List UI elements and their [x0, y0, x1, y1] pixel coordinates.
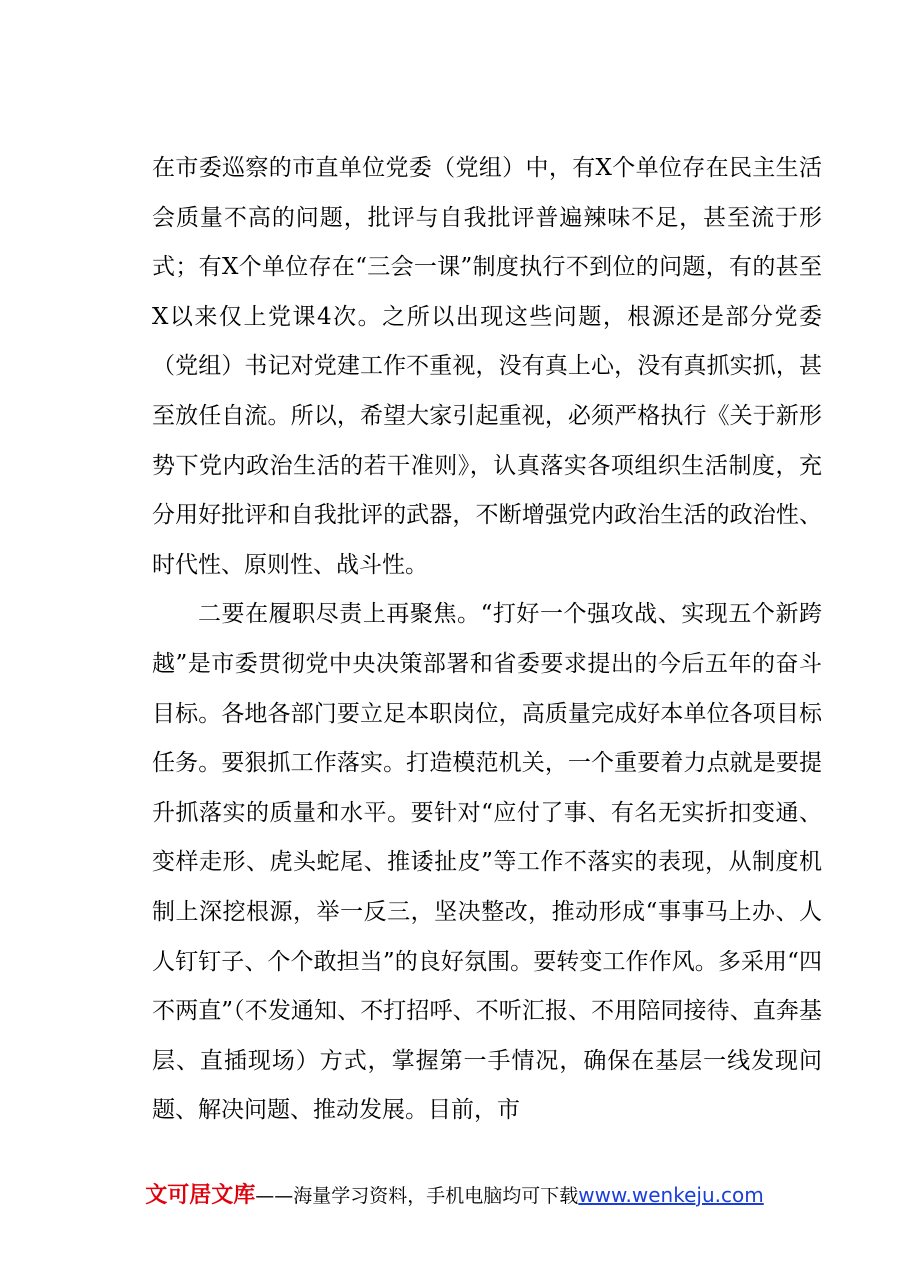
footer-brand: 文可居文库: [145, 1183, 256, 1208]
footer-tagline: ——海量学习资料，手机电脑均可下载: [255, 1185, 579, 1207]
footer-site-link[interactable]: www.wenkeju.com: [578, 1183, 764, 1207]
document-body: [152, 144, 822, 1136]
footer-banner: [0, 1182, 909, 1209]
paragraph-2: 二要在履职尽责上再聚焦。“打好一个强攻战、实现五个新跨越”是市委贯彻党中央决策部署和省委要求提出的今后五年的奋斗目标。各地各部门要立足本职岗位，高质量完成好本单位各项目标任务。要狠抓工作落实。打造模范机关，一个重要着力点就是要提升抓落实的质量和水平。要针对“应付了事、有名无实折扣变通、变样走形、虎头蛇尾、推诿扯皮”等工作不落实的表现，从制度机制上深挖根源，举一反三，坚决整改，推动形成“事事马上办、人人钉钉子、个个敢担当”的良好氛围。要转变工作作风。多采用“四不两直”（不发通知、不打招呼、不听汇报、不用陪同接待、直奔基层、直插现场）方式，掌握第一手情况，确保在基层一线发现问题、解决问题、推动发展。目前，市: [152, 601, 822, 1124]
paragraph-1: 在市委巡察的市直单位党委（党组）中，有X个单位存在民主生活会质量不高的问题，批评与自我批评普遍辣味不足，甚至流于形式；有X个单位存在“三会一课”制度执行不到位的问题，有的甚至X以来仅上党课4次。之所以出现这些问题，根源还是部分党委（党组）书记对党建工作不重视，没有真上心，没有真抓实抓，甚至放任自流。所以，希望大家引起重视，必须严格执行《关于新形势下党内政治生活的若干准则》，认真落实各项组织生活制度，充分用好批评和自我批评的武器，不断增强党内政治生活的政治性、时代性、原则性、战斗性。: [152, 155, 822, 578]
